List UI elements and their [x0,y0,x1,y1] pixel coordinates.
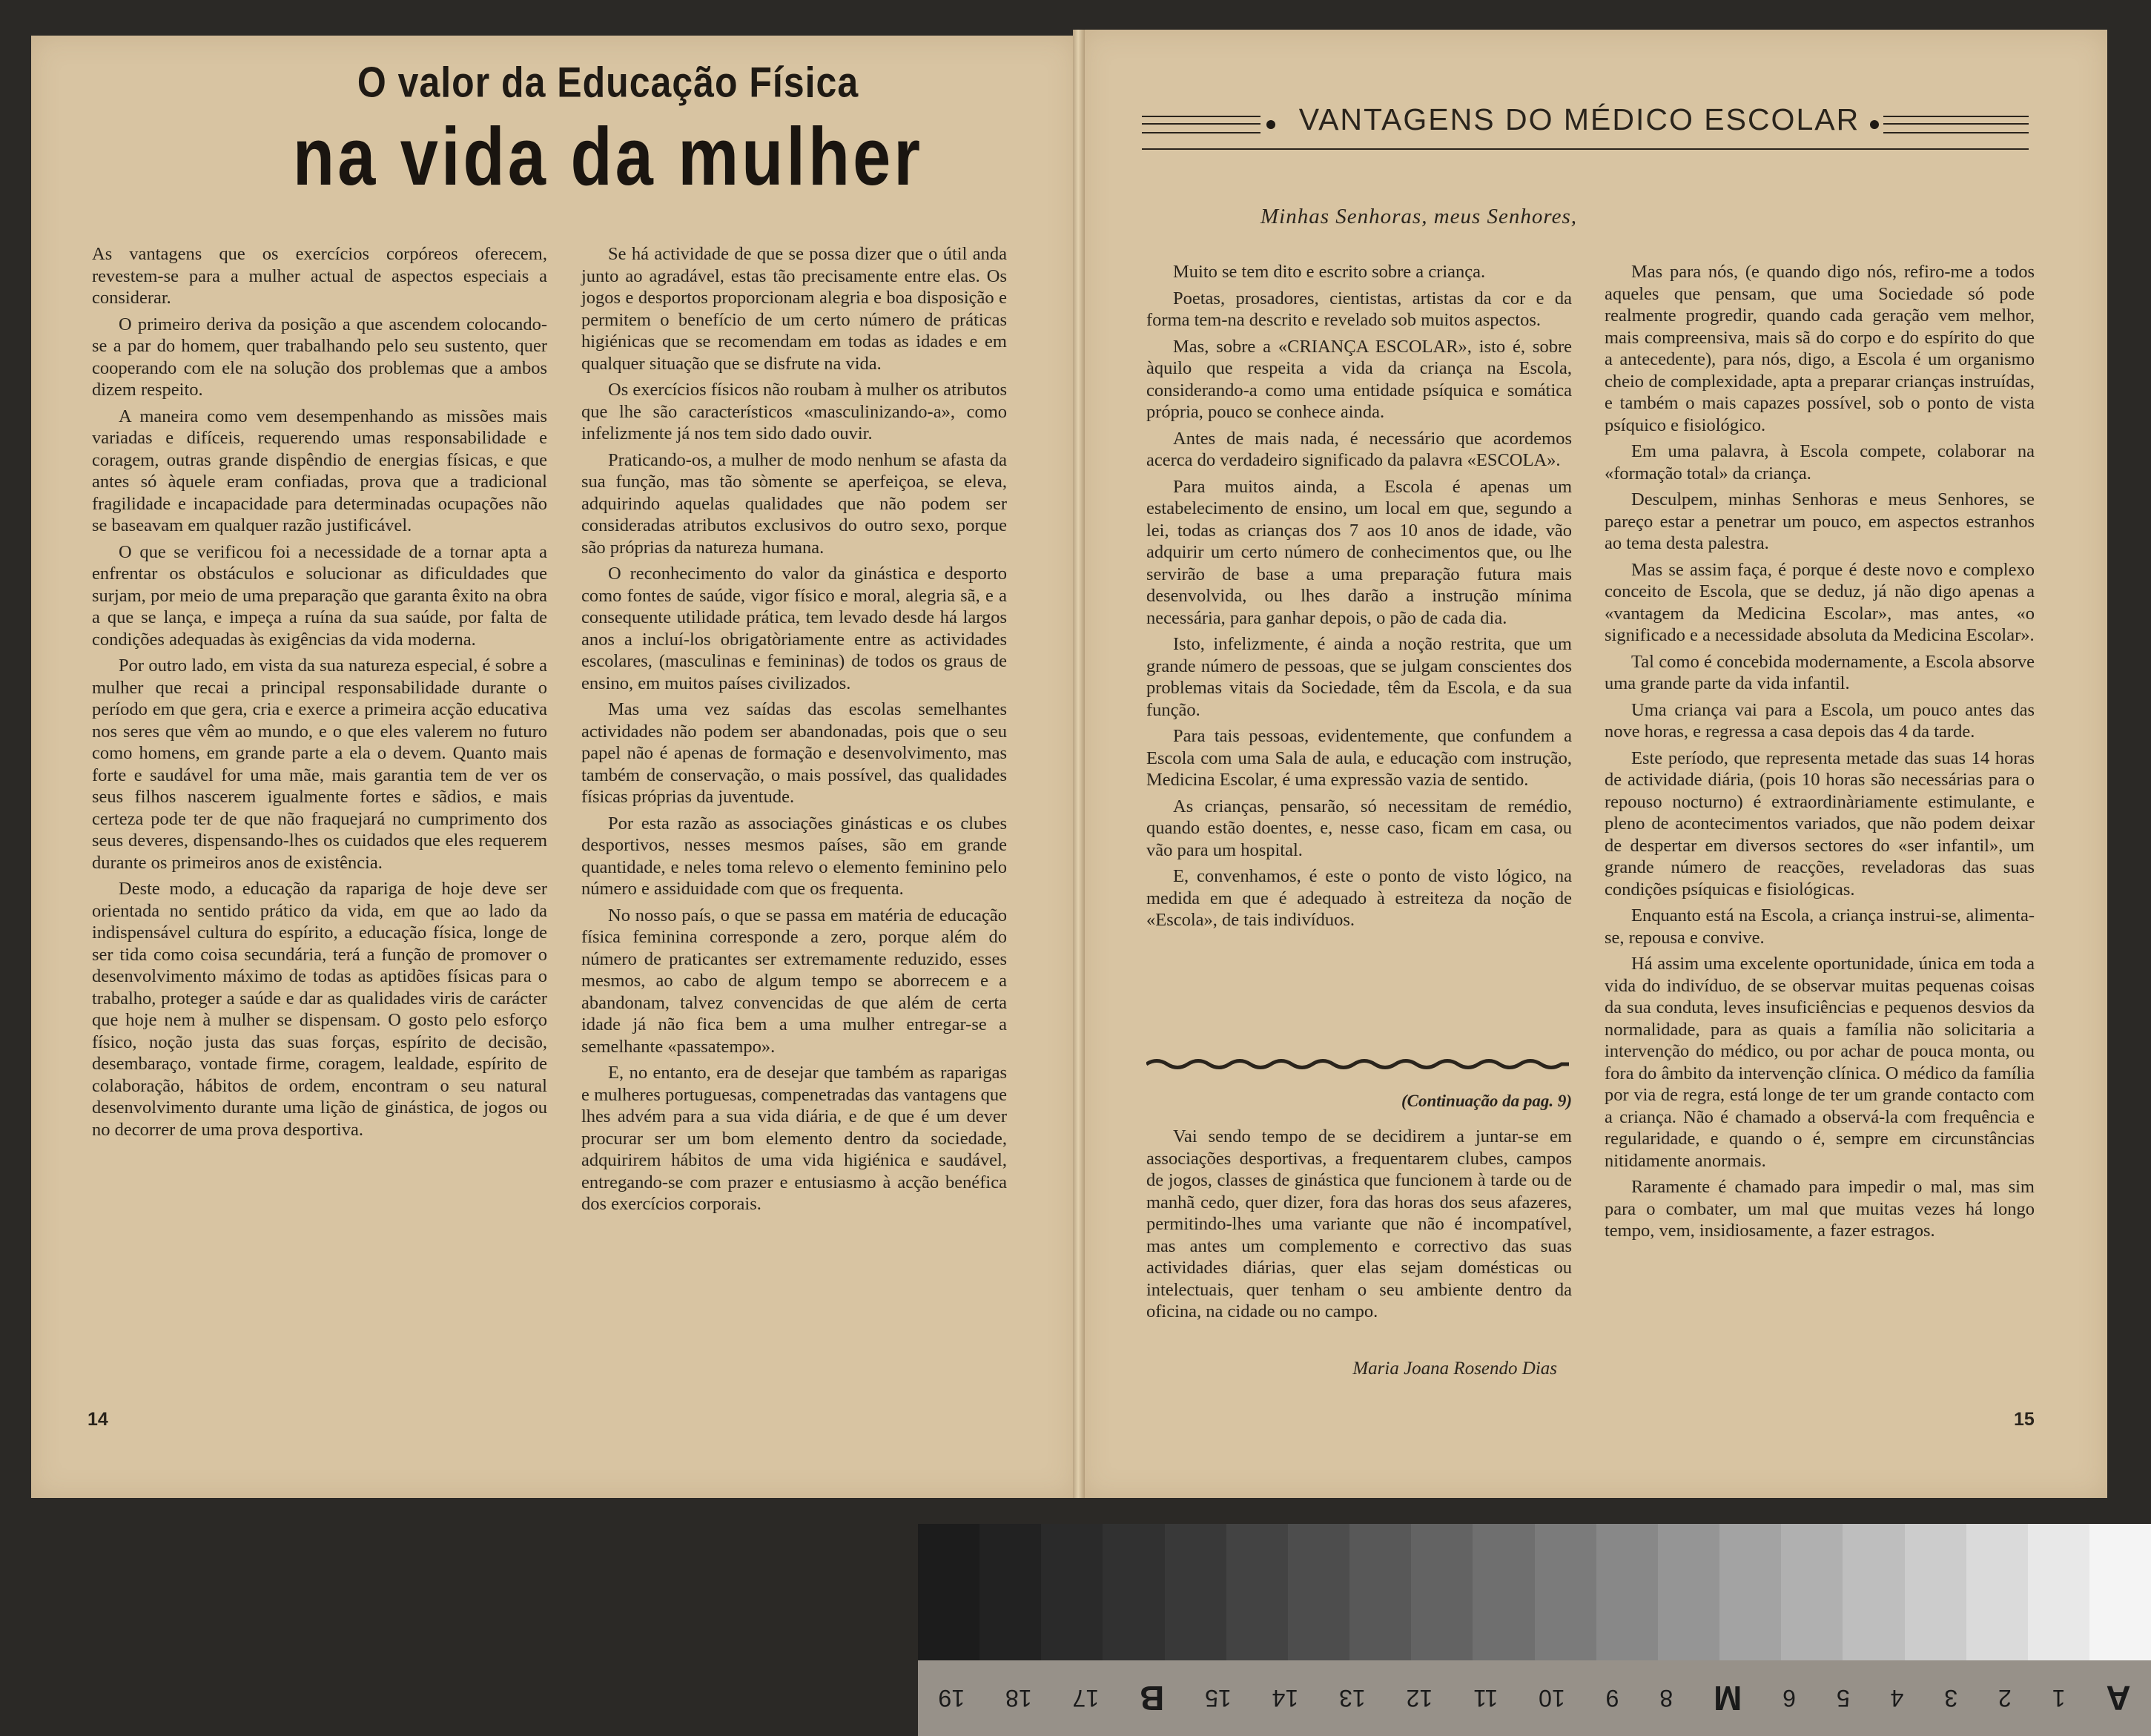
rule-right [1883,116,2029,133]
scale-label: A [2106,1679,2131,1717]
grayscale-swatches [918,1524,2151,1660]
gray-swatch [1596,1524,1658,1660]
rule-left [1142,116,1260,133]
paragraph: Uma criança vai para a Escola, um pouco antes das nove horas, e regressa a casa depois das 4 da tarde. [1605,699,2035,742]
gray-swatch [1288,1524,1349,1660]
paragraph: Por esta razão as associações ginásticas e os clubes desportivos, nesses mesmos países, são em grande quantidade, e neles toma relevo o elemento feminino pelo número e assiduidade com que os frequenta. [581,813,1007,899]
page-number-left: 14 [87,1409,108,1430]
gray-swatch [1781,1524,1843,1660]
article-headline-large: na vida da mulher [292,111,924,203]
scale-label: 12 [1406,1685,1433,1712]
gray-swatch [2028,1524,2089,1660]
scale-label: 10 [1539,1685,1565,1712]
paragraph: Mas para nós, (e quando digo nós, refiro-me a todos aqueles que pensam, que uma Sociedade só pode realmente progredir, quando cada geração vem melhor, mais compreensiva, mais sã do corpo e do espírito do que a antecedente), para nós, digo, a Escola é um organismo cheio de complexidade, apta a preparar crianças instruídas, e também o mais capazes possível, sob o ponto de vista psíquico e fisiológico. [1605,262,2035,435]
paragraph: Para tais pessoas, evidentemente, que confundem a Escola com uma Sala de aula, e educação com instrução, Medicina Escolar, é uma expressão vazia de sentido. [1146,726,1572,790]
wavy-divider [1146,1056,1569,1072]
paragraph: Deste modo, a educação da rapariga de hoje deve ser orientada no sentido prático da vida, em que ao lado da indispensável cultura do espírito, a educação física, longe de ser tida como coisa secundária, terá a função de promover o desenvolvimento máximo de todas as aptidões físicas para o trabalho, proteger a saúde e dar as qualidades viris de carácter que hoje nem à mulher se dispensam. O gosto pelo esforço físico, noção justa das suas forças, espírito de decisão, desembaraço, vontade firme, coragem, lealdade, espírito de colaboração, hábitos de ordem, encontram o seu natural desenvolvimento durante uma lição de ginástica, de jogos ou no decorrer de uma prova desportiva. [92,879,547,1140]
left-column-1 [92,243,547,1145]
left-column-2 [581,243,1007,1220]
paragraph: Desculpem, minhas Senhoras e meus Senhores, se pareço estar a penetrar um pouco, em aspectos estranhos ao tema desta palestra. [1605,489,2035,553]
page-number-right: 15 [2014,1409,2035,1430]
paragraph: Tal como é concebida modernamente, a Escola absorve uma grande parte da vida infantil. [1605,651,2035,693]
scale-label: 14 [1272,1685,1299,1712]
scale-label: 18 [1005,1685,1032,1712]
paragraph: Antes de mais nada, é necessário que acordemos acerca do verdadeiro significado da palavra «ESCOLA». [1146,428,1572,470]
paragraph: Mas, sobre a «CRIANÇA ESCOLAR», isto é, sobre àquilo que respeita a vida da criança na Escola, considerando-a como uma entidade psíquica e somática própria, pouco se conhece ainda. [1146,336,1572,422]
scale-labels [918,1660,2151,1736]
scale-label: 4 [1890,1685,1904,1712]
scale-label: 13 [1339,1685,1366,1712]
gray-swatch [1165,1524,1226,1660]
scale-strip [918,1660,2151,1736]
paragraph: Por outro lado, em vista da sua natureza especial, é sobre a mulher que recai a principal responsabilidade durante o período em que gera, cria e exerce a primeira acção educativa nos seres que vêm ao mundo, e o que eles valerem no futuro como homens, em grande parte a ela o devem. Quanto mais forte e saudável for uma mãe, mais garantia tem de ver os seus filhos nascerem igualmente fortes e sãdios, e mais certeza pode ter de que não fraquejará no cumprimento dos seus deveres, dispensando-lhes os cuidados que eles requerem durante os primeiros anos de existência. [92,656,547,873]
gray-swatch [1103,1524,1164,1660]
paragraph: O primeiro deriva da posição a que ascendem colocando-se a par do homem, quer trabalhando pelo seu sustento, quer cooperando com ele na solução dos problemas que a ambos dizem respeito. [92,314,547,400]
right-column-1-continued [1146,1126,1572,1327]
right-column-1 [1146,261,1572,936]
gray-swatch [1966,1524,2028,1660]
paragraph: Em uma palavra, à Escola compete, colaborar na «formação total» da criança. [1605,441,2035,483]
paragraph: Praticando-os, a mulher de modo nenhum se afasta da sua função, mas tão sòmente se aperfeiçoa, se eleva, adquirindo aquelas qualidades que não podem ser consideradas atributos exclusivos do outro sexo, porque são próprias da natureza humana. [581,449,1007,558]
article-headline-small: O valor da Educação Física [357,58,859,107]
paragraph: O que se verificou foi a necessidade de a tornar apta a enfrentar os obstáculos e solucionar as dificuldades que surjam, por meio de uma preparação que garanta êxito na obra a que se lança, e impeça a ruína da sua saúde, por falta de condições adequadas às exigências da vida moderna. [92,541,547,650]
paragraph: E, no entanto, era de desejar que também as raparigas e mulheres portuguesas, compenetradas das vantagens que lhes advém para a sua vida diária, e de que é um dever procurar ser um bom elemento dentro da sociedade, adquirirem hábitos de uma vida higiénica e saudável, entregando-se com prazer e entusiasmo à acção benéfica dos exercícios corporais. [581,1063,1007,1214]
gray-swatch [1226,1524,1288,1660]
author-signature: Maria Joana Rosendo Dias [1352,1359,1557,1379]
paragraph: Há assim uma excelente oportunidade, única em toda a vida do indivíduo, de se observar muitas pequenas coisas da sua conduta, leves insuficiências e pequenos desvios da normalidade, para as quais a família não solicitaria a intervenção do médico, ou por achar de pouca monta, ou fora do âmbito da intervenção clínica. O médico da família por via de regra, está longe de ter um grande contacto com a criança. Não é chamado a observá-la com frequência e regularidade, e quando o é, sempre em circunstâncias nitidamente anormais. [1605,954,2035,1171]
paragraph: O reconhecimento do valor da ginástica e desporto como fontes de saúde, vigor físico e moral, alegria sã, e a consequente utilidade prática, tem levado desde há largos anos a incluí-los obrigatòriamente entre as actividades escolares, (masculinas e femininas) de todos os graus de ensino, em muitos países civilizados. [581,564,1007,693]
gray-swatch [1719,1524,1781,1660]
paragraph: As crianças, pensarão, só necessitam de remédio, quando estão doentes, e, nesse caso, ficam em casa, ou vão para um hospital. [1146,796,1572,860]
paragraph: As vantagens que os exercícios corpóreos oferecem, revestem-se para a mulher actual de aspectos especiais a considerar. [92,244,547,308]
paragraph: Mas uma vez saídas das escolas semelhantes actividades não podem ser abandonadas, pois que o seu papel não é apenas de formação e desenvolvimento, mas também de conservação, o mais possível, das qualidades físicas próprias da juventude. [581,699,1007,807]
gray-swatch [1535,1524,1596,1660]
paragraph: Raramente é chamado para impedir o mal, mas sim para o combater, um mal que muitas vezes há longo tempo, vem, insidiosamente, a fazer estragos. [1605,1177,2035,1241]
continuation-note: (Continuação da pag. 9) [1401,1092,1572,1110]
right-column-2 [1605,261,2035,1247]
scale-label: 9 [1605,1685,1619,1712]
scale-label: 17 [1072,1685,1100,1712]
salutation: Minhas Senhoras, meus Senhores, [1260,205,1578,228]
header-underline [1142,148,2029,150]
bullet-dot-icon [1870,120,1879,129]
gray-swatch [1473,1524,1534,1660]
scale-label: 6 [1782,1685,1796,1712]
scale-label: 2 [1998,1685,2012,1712]
paragraph: No nosso país, o que se passa em matéria de educação física feminina corresponde a zero, porque além do número de praticantes ser extremamente reduzido, esses mesmos, ao cabo de algum tempo se aborrecem e a abandonam, talvez convencidas de que além de certa idade já não fica bem a uma mulher entregar-se a semelhante «passatempo». [581,905,1007,1057]
paragraph: Para muitos ainda, a Escola é apenas um estabelecimento de ensino, um local em que, segundo a lei, todas as crianças dos 7 aos 10 anos de idade, vão adquirir um certo número de conhecimentos que, ou lhe servirão de base a uma preparação futura mais desenvolvida, ou lhes darão a instrução mínima necessária, para ganhar depois, o pão de cada dia. [1146,476,1572,628]
paragraph: Mas se assim faça, é porque é deste novo e complexo conceito de Escola, que se deduz, já não digo apenas a «vantagem da Medicina Escolar», mas antes, «o significado e a necessidade absoluta da Medicina Escolar». [1605,559,2035,645]
gray-swatch [2089,1524,2151,1660]
gray-swatch [1041,1524,1103,1660]
scale-label: 8 [1659,1685,1673,1712]
running-head-title: VANTAGENS DO MÉDICO ESCOLAR [1298,102,1860,136]
scale-label: 1 [2052,1685,2066,1712]
scale-label: 15 [1205,1685,1232,1712]
gray-swatch [1411,1524,1473,1660]
paragraph: Isto, infelizmente, é ainda a noção restrita, que um grande número de pessoas, que se julgam conscientes dos problemas vitais da Sociedade, têm da Escola, e da sua função. [1146,634,1572,720]
scale-label: M [1713,1679,1742,1717]
book-gutter [1073,30,1085,1498]
gray-swatch [1658,1524,1719,1660]
paragraph: Os exercícios físicos não roubam à mulher os atributos que lhe são característicos «masculinizando-a», como infelizmente já nos tem sido dado ouvir. [581,380,1007,443]
paragraph: E, convenhamos, é este o ponto de visto lógico, na medida em que é adequado à estreiteza da noção de «Escola», de tais indivíduos. [1146,866,1572,930]
paragraph: Muito se tem dito e escrito sobre a criança. [1173,262,1486,282]
gray-swatch [918,1524,979,1660]
scale-label: 11 [1473,1685,1499,1712]
scale-label: B [1139,1679,1165,1717]
gray-swatch [1349,1524,1411,1660]
scale-label: 3 [1944,1685,1958,1712]
gray-swatch [1905,1524,1966,1660]
paragraph: Vai sendo tempo de se decidirem a juntar-se em associações desportivas, a frequentarem clubes, campos de jogos, classes de ginástica que funcionem à tarde ou de manhã cedo, quer dizer, fora das horas dos seus afazeres, permitindo-lhes uma variante que não é incompatível, mas antes um complemento e correctivo das suas actividades diárias, quer elas sejam domésticas ou intelectuais, quer tenham o seu ambiente dentro da oficina, na cidade ou no campo. [1146,1126,1572,1321]
paragraph: Enquanto está na Escola, a criança instrui-se, alimenta-se, repousa e convive. [1605,905,2035,948]
scale-label: 5 [1836,1685,1850,1712]
paragraph: Poetas, prosadores, cientistas, artistas da cor e da forma tem-na descrito e revelado sob muitos aspectos. [1146,288,1572,330]
bullet-dot-icon [1266,120,1275,129]
color-calibration-target [918,1524,2151,1736]
paragraph: A maneira como vem desempenhando as missões mais variadas e difíceis, requerendo umas responsabilidade e coragem, outras grande dispêndio de energias físicas, e que antes só àquele eram confiadas, prova que a tradicional fragilidade e incapacidade para determinadas ocupações não se baseavam em qualquer razão justificável. [92,406,547,535]
paragraph: Este período, que representa metade das suas 14 horas de actividade diária, (pois 10 horas são necessárias para o repouso nocturno) é extraordinàriamente estimulante, e pleno de acontecimentos variados, que não podem deixar de despertar em diversos sectores do «ser infantil», um grande número de reacções, reveladoras das suas condições psíquicas e fisiológicas. [1605,747,2035,900]
gray-swatch [1843,1524,1904,1660]
paragraph: Se há actividade de que se possa dizer que o útil anda junto ao agradável, estas tão precisamente entre elas. Os jogos e desportos proporcionam alegria e boa disposição e permitem o benefício de um certo número de práticas higiénicas que se recomendam em todas as idades e em qualquer situação que se disfrute na vida. [581,244,1007,374]
scale-label: 19 [938,1685,965,1712]
gray-swatch [979,1524,1041,1660]
